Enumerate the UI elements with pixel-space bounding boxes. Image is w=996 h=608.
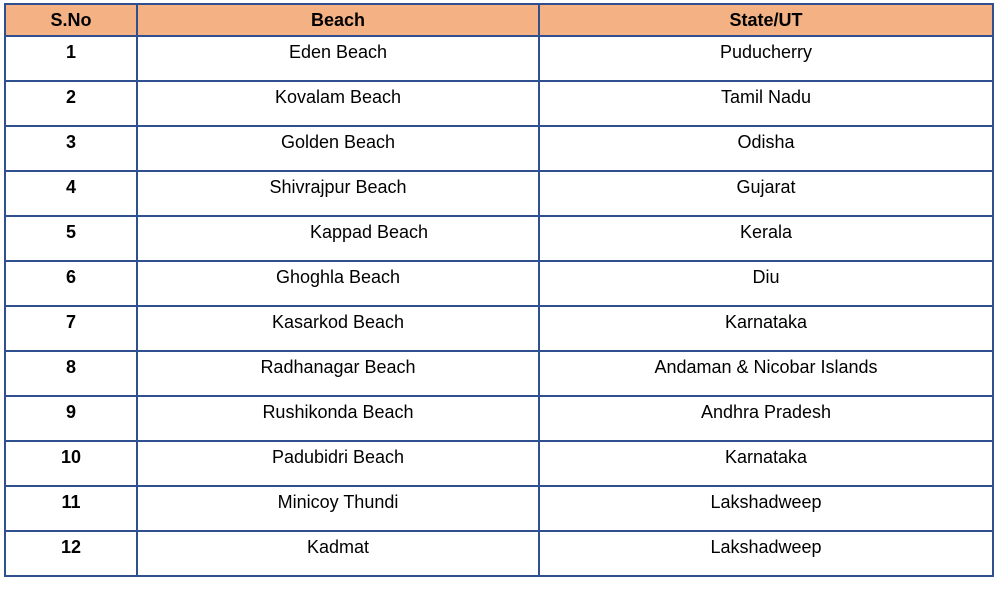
row-beach: Kovalam Beach	[137, 81, 539, 126]
row-beach: Padubidri Beach	[137, 441, 539, 486]
row-state: Karnataka	[539, 306, 993, 351]
table-row	[5, 81, 993, 126]
row-state: Diu	[539, 261, 993, 306]
row-state: Lakshadweep	[539, 486, 993, 531]
row-state: Odisha	[539, 126, 993, 171]
row-state: Puducherry	[539, 36, 993, 81]
row-state: Tamil Nadu	[539, 81, 993, 126]
beaches-table	[4, 3, 994, 577]
row-sno: 11	[5, 486, 137, 531]
row-sno: 7	[5, 306, 137, 351]
row-beach: Kappad Beach	[137, 216, 539, 261]
table-row	[5, 216, 993, 261]
row-state: Karnataka	[539, 441, 993, 486]
header-sno: S.No	[5, 4, 137, 36]
row-sno: 5	[5, 216, 137, 261]
row-state: Andhra Pradesh	[539, 396, 993, 441]
row-state: Gujarat	[539, 171, 993, 216]
row-beach: Golden Beach	[137, 126, 539, 171]
row-sno: 2	[5, 81, 137, 126]
table-row	[5, 441, 993, 486]
row-sno: 10	[5, 441, 137, 486]
row-sno: 9	[5, 396, 137, 441]
row-state: Andaman & Nicobar Islands	[539, 351, 993, 396]
row-beach: Kasarkod Beach	[137, 306, 539, 351]
row-sno: 3	[5, 126, 137, 171]
row-beach: Radhanagar Beach	[137, 351, 539, 396]
table-row	[5, 486, 993, 531]
row-beach: Shivrajpur Beach	[137, 171, 539, 216]
row-sno: 4	[5, 171, 137, 216]
table-row	[5, 171, 993, 216]
row-state: Lakshadweep	[539, 531, 993, 576]
table-row	[5, 531, 993, 576]
header-beach: Beach	[137, 4, 539, 36]
header-row	[5, 4, 993, 36]
row-beach: Kadmat	[137, 531, 539, 576]
row-sno: 12	[5, 531, 137, 576]
header-state: State/UT	[539, 4, 993, 36]
row-sno: 1	[5, 36, 137, 81]
table-row	[5, 351, 993, 396]
table-row	[5, 36, 993, 81]
row-sno: 8	[5, 351, 137, 396]
table-row	[5, 396, 993, 441]
table-row	[5, 126, 993, 171]
row-sno: 6	[5, 261, 137, 306]
row-beach: Ghoghla Beach	[137, 261, 539, 306]
row-beach: Rushikonda Beach	[137, 396, 539, 441]
row-state: Kerala	[539, 216, 993, 261]
table-row	[5, 306, 993, 351]
row-beach: Eden Beach	[137, 36, 539, 81]
table-row	[5, 261, 993, 306]
row-beach: Minicoy Thundi	[137, 486, 539, 531]
